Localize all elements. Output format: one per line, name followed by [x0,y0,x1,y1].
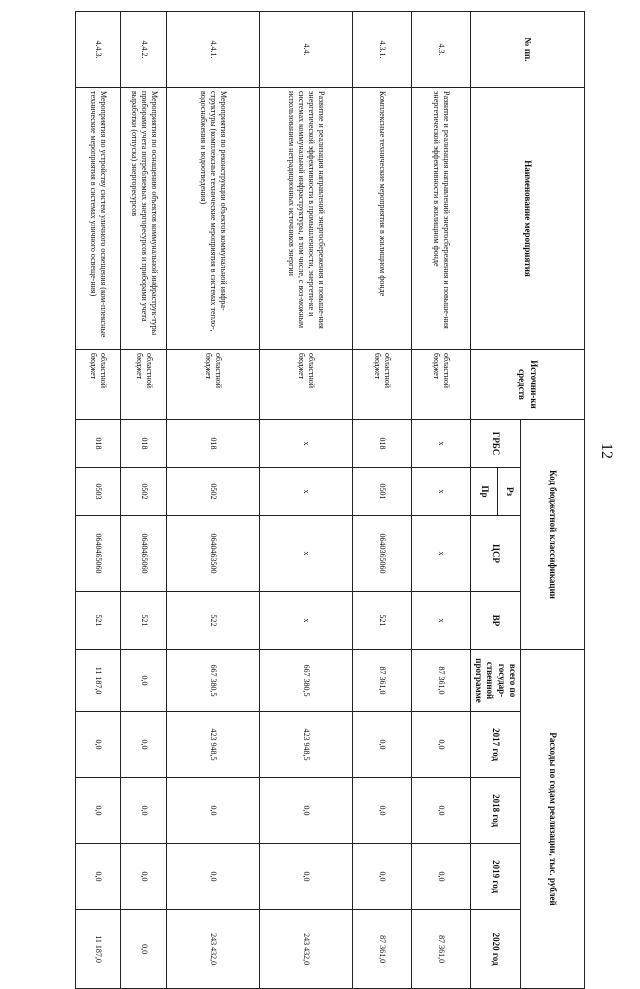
header-classification: Код бюджетной классификации [521,420,585,650]
header-total: всего по государ-ственной программе [471,650,521,712]
row-2017: 423 948,5 [259,712,352,778]
row-2018: 0,0 [411,778,470,844]
row-name: Мероприятия по реконструкции объектов коммунальной инфра-структуры (комплексные технические мероприятия в системах тепло-, водоснабжения и водоотведения) [166,88,259,350]
row-total: 0,0 [121,650,166,712]
row-total: 87 361,0 [352,650,411,712]
row-csr: 0640465060 [121,516,166,592]
row-total: 667 380,5 [166,650,259,712]
row-2019: 0,0 [121,844,166,910]
header-vr: ВР [471,592,521,650]
table-row [259,12,352,989]
header-name: Наименование мероприятия [471,88,585,350]
row-csr: 0640463500 [166,516,259,592]
row-source: областной бюджет [76,350,121,420]
row-rzpr: 0502 [166,468,259,516]
row-name: Мероприятия по оснащению объектов коммунальной инфраструк-туры приборами учета потребляемых энергоресурсов и приборами учета выработки (отпуска) энергоресурсов [121,88,166,350]
row-rzpr: 0501 [352,468,411,516]
row-csr: x [259,516,352,592]
row-2019: 0,0 [76,844,121,910]
rotated-table-container [85,11,585,966]
row-grbs: 018 [352,420,411,468]
budget-table [75,11,585,989]
row-num: 4.4. [259,12,352,88]
row-2019: 0,0 [166,844,259,910]
row-source: областной бюджет [121,350,166,420]
table-body [76,12,471,989]
page-number: 12 [598,443,615,459]
row-csr: 0640365060 [352,516,411,592]
table-row [76,12,121,989]
row-2020: 87 361,0 [352,910,411,989]
row-2017: 0,0 [121,712,166,778]
row-num: 4.4.1. [166,12,259,88]
row-vr: 522 [166,592,259,650]
row-2017: 423 948,5 [166,712,259,778]
row-2017: 0,0 [411,712,470,778]
row-2019: 0,0 [352,844,411,910]
row-2020: 11 187,0 [76,910,121,989]
header-grbs: ГРБС [471,420,521,468]
header-2020: 2020 год [471,910,521,989]
header-expenses: Расходы по годам реализации, тыс. рублей [521,650,585,989]
row-rzpr: 0503 [76,468,121,516]
row-vr: 521 [121,592,166,650]
row-vr: 521 [76,592,121,650]
row-2018: 0,0 [166,778,259,844]
row-2018: 0,0 [352,778,411,844]
row-2019: 0,0 [259,844,352,910]
row-2020: 87 361,0 [411,910,470,989]
row-grbs: 018 [76,420,121,468]
row-source: областной бюджет [352,350,411,420]
row-name: Развитие и реализация направлений энергосбережения и повыше-ния энергетической эффективности в жилищном фонде [411,88,470,350]
row-rzpr: x [411,468,470,516]
row-num: 4.3. [411,12,470,88]
row-rzpr: x [259,468,352,516]
row-2020: 243 432,0 [166,910,259,989]
row-2018: 0,0 [121,778,166,844]
row-2017: 0,0 [76,712,121,778]
row-vr: x [259,592,352,650]
header-pr: Пр [471,468,499,516]
row-2018: 0,0 [76,778,121,844]
header-row-1 [521,12,585,989]
row-num: 4.3.1. [352,12,411,88]
row-total: 87 361,0 [411,650,470,712]
header-2018: 2018 год [471,778,521,844]
row-name: Комплексные технические мероприятия в жилищном фонде [352,88,411,350]
row-2018: 0,0 [259,778,352,844]
row-source: областной бюджет [259,350,352,420]
row-grbs: 018 [121,420,166,468]
header-csr: ЦСР [471,516,521,592]
row-total: 667 380,5 [259,650,352,712]
row-rzpr: 0502 [121,468,166,516]
row-num: 4.4.2. [121,12,166,88]
row-source: областной бюджет [411,350,470,420]
table-header [471,12,585,989]
row-source: областной бюджет [166,350,259,420]
row-vr: x [411,592,470,650]
row-total: 11 187,0 [76,650,121,712]
row-grbs: x [411,420,470,468]
row-num: 4.4.3. [76,12,121,88]
header-source: Источни-ки средств [471,350,585,420]
row-2020: 0,0 [121,910,166,989]
row-grbs: x [259,420,352,468]
row-csr: x [411,516,470,592]
row-name: Мероприятия по устройству систем уличного освещения (ком-плексные технические мероприятия в системах уличного освеще-ния) [76,88,121,350]
rotated-table-area [85,11,585,966]
header-rp: Рз [498,468,521,516]
table-row [166,12,259,989]
table-row [352,12,411,989]
header-num: № пп. [471,12,585,88]
row-2020: 243 432,0 [259,910,352,989]
header-2019: 2019 год [471,844,521,910]
row-name: Развитие и реализация направлений энергосбережения и повыше-ния энергетической эффективности в промышленности, энергети-ке и системах коммунальной инфраструктуры, в том числе, с воз-можным использованием нетрадиционных источников энергии [259,88,352,350]
table-row [121,12,166,989]
row-2019: 0,0 [411,844,470,910]
header-2017: 2017 год [471,712,521,778]
row-2017: 0,0 [352,712,411,778]
row-csr: 0640465060 [76,516,121,592]
row-vr: 521 [352,592,411,650]
table-row [411,12,470,989]
row-grbs: 018 [166,420,259,468]
